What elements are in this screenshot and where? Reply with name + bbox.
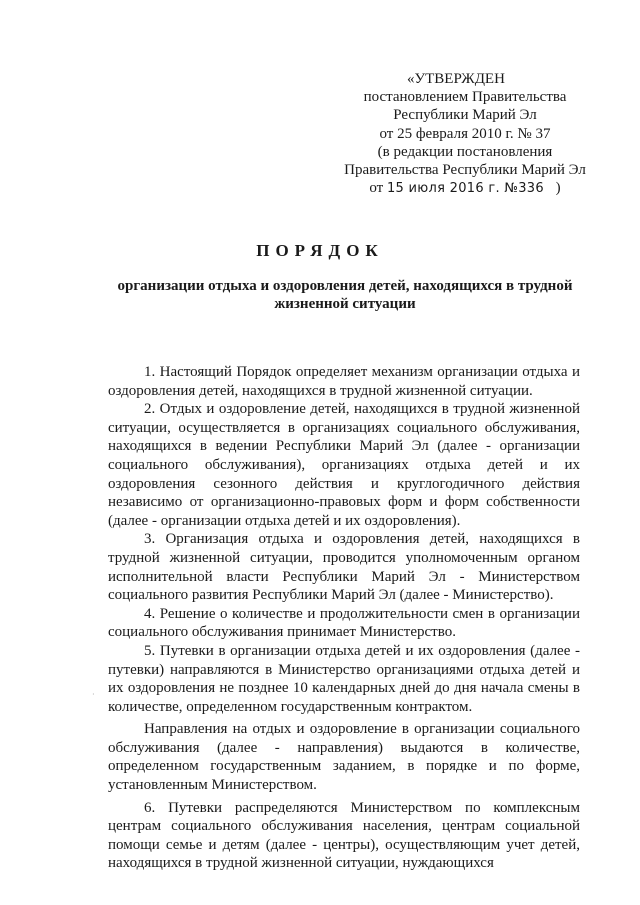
document-subtitle <box>110 277 580 313</box>
amendment-prefix: от <box>369 180 384 197</box>
document-title: ПОРЯДОК <box>256 241 384 260</box>
approval-line-government: Правительства Республики Марий Эл <box>344 162 586 179</box>
paragraph-3: 3. Организация отдыха и оздоровления детей, находящихся в трудной жизненной ситуации, проводится уполномоченным органом исполнительной власти Республики Марий Эл - Министерством социального развития Республики Марий Эл (далее - Министерство). <box>108 531 580 604</box>
approval-line-edition: (в редакции постановления <box>377 143 553 160</box>
paragraph-2: 2. Отдых и оздоровление детей, находящихся в трудной жизненной ситуации, осуществляется в организациях социального обслуживания, находящихся в ведении Республики Марий Эл (далее - организации социального обслуживания), организациях отдыха детей и их оздоровления сезонного действия и круглогодичного действия независимо от организационно-правовых форм и форм собственности (далее - организации отдыха детей и их оздоровления). <box>108 401 580 529</box>
document-body <box>108 363 580 873</box>
approval-line-republic: Республики Марий Эл <box>393 107 537 124</box>
approval-heading: «УТВЕРЖДЕН <box>407 71 505 87</box>
paragraph-6: 6. Путевки распределяются Министерством по комплексным центрам социального обслуживания населения, центрам социальной помощи семье и детям (далее - центры), осуществляющим учет детей, находящихся в трудной жизненной ситуации, нуждающихся <box>108 799 580 872</box>
paragraph-5: 5. Путевки в организации отдыха детей и их оздоровления (далее - путевки) направляются в Министерство организациями отдыха детей и их оздоровления не позднее 10 календарных дней до дня начала смены в количестве, определенном государственным контрактом. <box>108 642 580 715</box>
margin-mark: · <box>92 690 95 699</box>
amendment-suffix: ) <box>555 180 561 197</box>
paragraph-directions: Направления на отдых и оздоровление в организации социального обслуживания (далее - направления) выдаются в количестве, определенном государственным заданием, в порядке и по форме, установленным Министерством. <box>108 721 580 794</box>
paragraph-4: 4. Решение о количестве и продолжительности смен в организации социального обслуживания принимает Министерство. <box>108 605 580 641</box>
approval-line-date: от 25 февраля 2010 г. № 37 <box>379 125 551 142</box>
approval-line-amendment <box>330 179 600 198</box>
approval-stamp-block <box>330 70 600 198</box>
paragraph-1: 1. Настоящий Порядок определяет механизм организации отдыха и оздоровления детей, находящихся в трудной жизненной ситуации. <box>108 364 580 399</box>
amendment-date: 15 июля 2016 г. №336 <box>386 181 544 197</box>
approval-line-resolution: постановлением Правительства <box>363 89 567 106</box>
subtitle-line-1: организации отдыха и оздоровления детей, находящихся в трудной <box>117 278 573 294</box>
subtitle-line-2: жизненной ситуации <box>274 296 416 312</box>
